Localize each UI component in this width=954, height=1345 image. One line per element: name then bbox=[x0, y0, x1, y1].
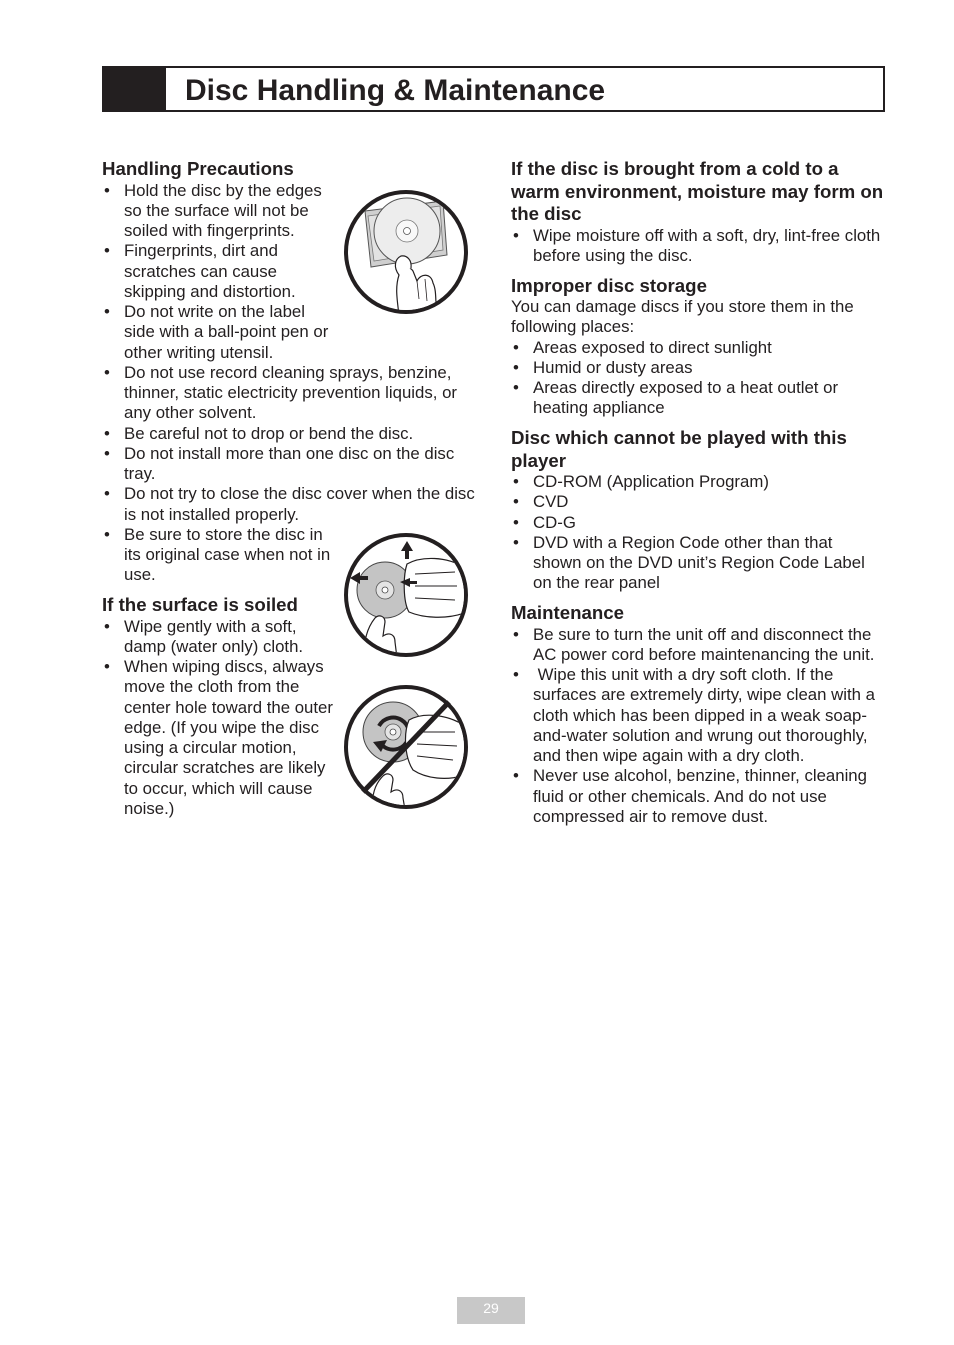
unplayable-discs-list bbox=[511, 472, 911, 594]
list-item: • Humid or dusty areas bbox=[511, 358, 911, 378]
wipe-disc-outward-icon bbox=[343, 532, 469, 658]
list-item: • Areas exposed to direct sunlight bbox=[511, 338, 911, 358]
title-block-accent bbox=[104, 68, 166, 110]
list-item: • Areas directly exposed to a heat outlet or heating appliance bbox=[511, 378, 911, 419]
section-heading-maintenance: Maintenance bbox=[511, 602, 625, 623]
list-item: • Wipe moisture off with a soft, dry, lint-free cloth before using the disc. bbox=[511, 226, 911, 267]
list-item: • Be careful not to drop or bend the disc. bbox=[102, 424, 497, 444]
hand-with-cloth bbox=[406, 715, 467, 778]
list-item: • CD-ROM (Application Program) bbox=[511, 472, 911, 492]
disc bbox=[374, 198, 440, 264]
list-item: • DVD with a Region Code other than that shown on the DVD unit’s Region Code Label on the rear panel bbox=[511, 533, 911, 594]
section-heading-surface-soiled: If the surface is soiled bbox=[102, 594, 298, 615]
hold-disc-by-edges-icon bbox=[343, 189, 469, 315]
section-heading-improper-storage: Improper disc storage bbox=[511, 274, 707, 296]
list-item: • When wiping discs, always move the cloth from the center hole toward the outer edge. (If you wipe the disc using a circular motion, circular scratches are likely to occur, which will cause noise.) bbox=[102, 657, 497, 819]
list-item: • Be sure to store the disc in its original case when not in use. bbox=[102, 525, 497, 586]
list-item: • CD-G bbox=[511, 513, 911, 533]
list-item: • Never use alcohol, benzine, thinner, cleaning fluid or other chemicals. And do not use compressed air to remove dust. bbox=[511, 766, 911, 827]
list-item: • CVD bbox=[511, 492, 911, 512]
page-number: 29 bbox=[457, 1297, 525, 1324]
list-item: • Fingerprints, dirt and scratches can cause skipping and distortion. bbox=[102, 241, 497, 302]
section-heading-handling-precautions: Handling Precautions bbox=[102, 158, 294, 179]
section-heading-unplayable-discs: Disc which cannot be played with this player bbox=[511, 427, 847, 471]
list-item: • Hold the disc by the edges so the surface will not be soiled with fingerprints. bbox=[102, 181, 497, 242]
section-heading-cold-to-warm: If the disc is brought from a cold to a warm environment, moisture may form on the disc bbox=[511, 158, 884, 224]
maintenance-list bbox=[511, 625, 911, 828]
list-item: • Wipe this unit with a dry soft cloth. If the surfaces are extremely dirty, wipe clean with a cloth which has been dipped in a weak soap- and-water solution and wrung out thoroughly, and then wipe again with a dry cloth. bbox=[511, 665, 911, 766]
list-item: • Do not write on the label side with a ball-point pen or other writing utensil. bbox=[102, 302, 497, 363]
title-bar bbox=[102, 66, 885, 112]
improper-storage-intro: You can damage discs if you store them in the following places: bbox=[511, 297, 854, 337]
list-item: • Be sure to turn the unit off and disconnect the AC power cord before maintenancing the unit. bbox=[511, 625, 911, 666]
right-column bbox=[511, 158, 911, 827]
list-item: • Do not try to close the disc cover when the disc is not installed properly. bbox=[102, 484, 497, 525]
no-circular-wiping-icon bbox=[343, 684, 469, 810]
list-item: • Wipe gently with a soft, damp (water only) cloth. bbox=[102, 617, 497, 658]
list-item: • Do not install more than one disc on the disc tray. bbox=[102, 444, 497, 485]
page-title: Disc Handling & Maintenance bbox=[185, 74, 606, 107]
cold-to-warm-list bbox=[511, 226, 911, 267]
improper-storage-list bbox=[511, 338, 911, 419]
list-item: • Do not use record cleaning sprays, benzine, thinner, static electricity prevention liquids, or any other solvent. bbox=[102, 363, 497, 424]
